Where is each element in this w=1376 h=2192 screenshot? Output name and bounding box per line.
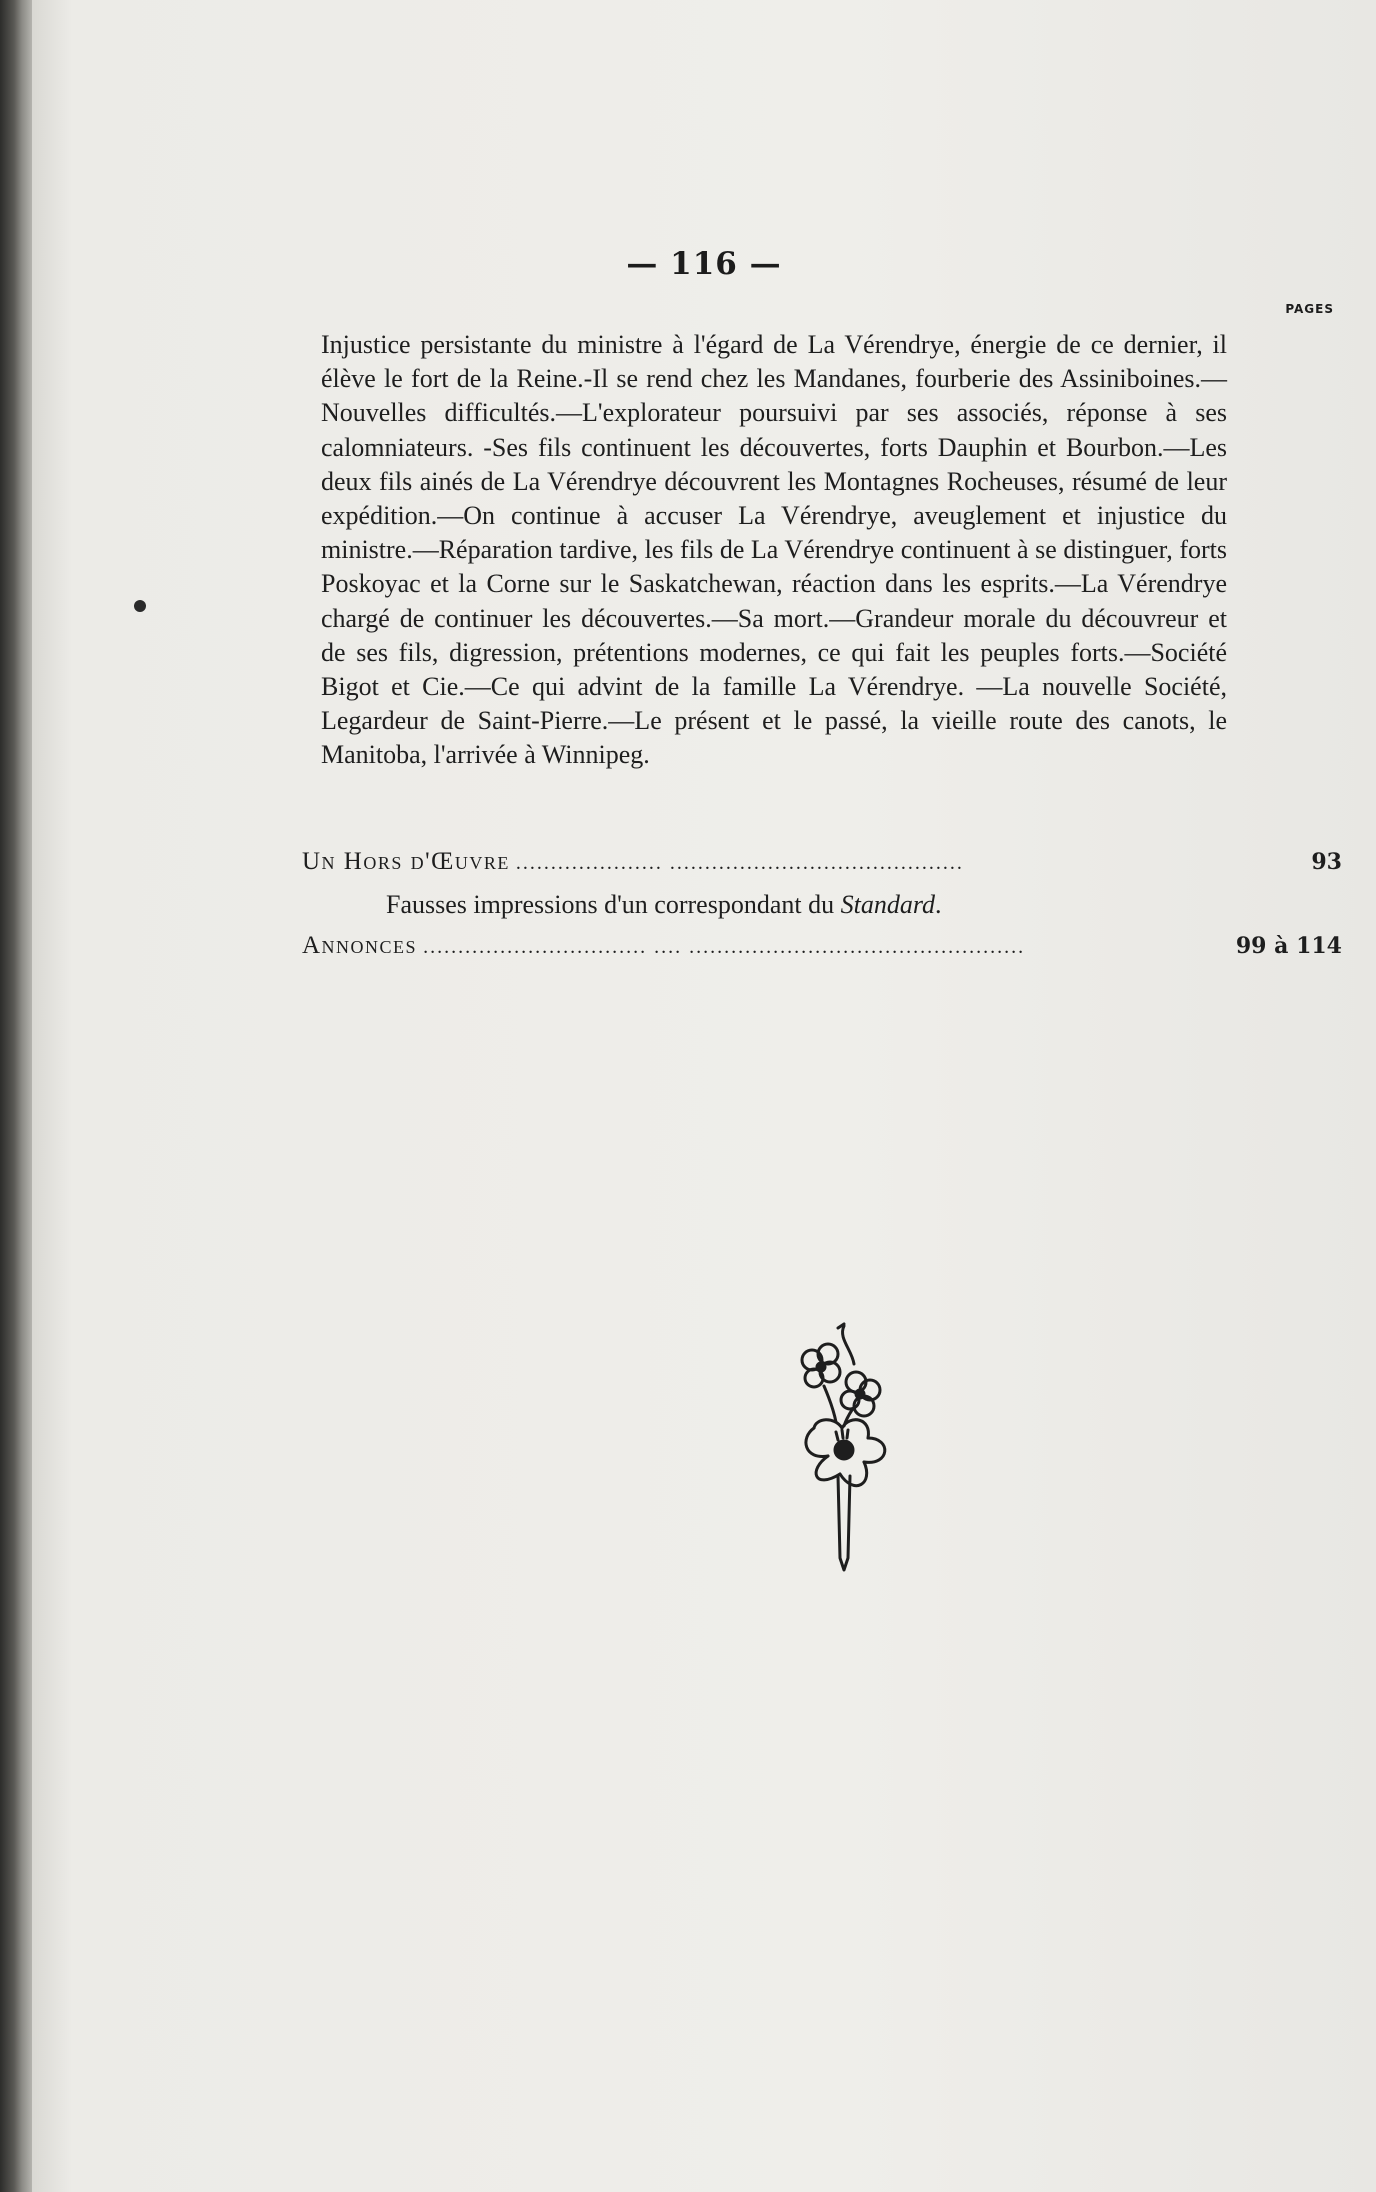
toc-description-italic: Standard [840,890,935,919]
ink-speck [134,600,146,612]
toc-page-number: 99 à 114 [1235,933,1342,959]
toc-description-text: Fausses impressions d'un correspondant du [386,890,841,919]
toc-dot-leader: ................................ .... ................................................ [423,936,1026,958]
toc-entry-title: Annonces [302,932,418,959]
toc-page-number: 93 [1311,849,1342,875]
pages-column-label: PAGES [1285,302,1334,316]
toc-description-end: . [934,890,942,919]
toc-dot-leader: ..................... .......................................... [515,852,964,874]
book-page [32,0,1376,2192]
toc-entry-annonces [302,932,1342,968]
chapter-summary-paragraph: Injustice persistante du ministre à l'égard de La Vérendrye, énergie de ce dernier, il élève le fort de la Reine.-Il se rend chez les Mandanes, fourberie des Assiniboines.—Nouvelles difficultés.—L'explorateur poursuivi par ses associés, réponse à ses calomniateurs. -Ses fils continuent les découvertes, forts Dauphin et Bourbon.—Les deux fils ainés de La Vérendrye découvrent les Montagnes Rocheuses, résumé de leur expédition.—On continue à accuser La Vérendrye, aveuglement et injustice du ministre.—Réparation tardive, les fils de La Vérendrye continuent à se distinguer, forts Poskoyac et la Corne sur le Saskatchewan, réaction dans les esprits.—La Vérendrye chargé de continuer les découvertes.—Sa mort.—Grandeur morale du découvreur et de ses fils, digression, prétentions modernes, ce qui fait les peuples forts.—Société Bigot et Cie.—Ce qui advint de la famille La Vérendrye. —La nouvelle Société, Legardeur de Saint-Pierre.—Le présent et le passé, la vieille route des canots, le Manitoba, l'arrivée à Winnipeg. [321,330,1227,770]
book-spine-edge [0,0,32,2192]
toc-entry-title: Un Hors d'Œuvre [302,848,510,875]
page-number: — 116 — [626,246,782,282]
toc-entry-hors-doeuvre [302,848,1342,884]
flower-fleuron-icon [794,1320,904,1580]
toc-entry-description [386,890,941,920]
